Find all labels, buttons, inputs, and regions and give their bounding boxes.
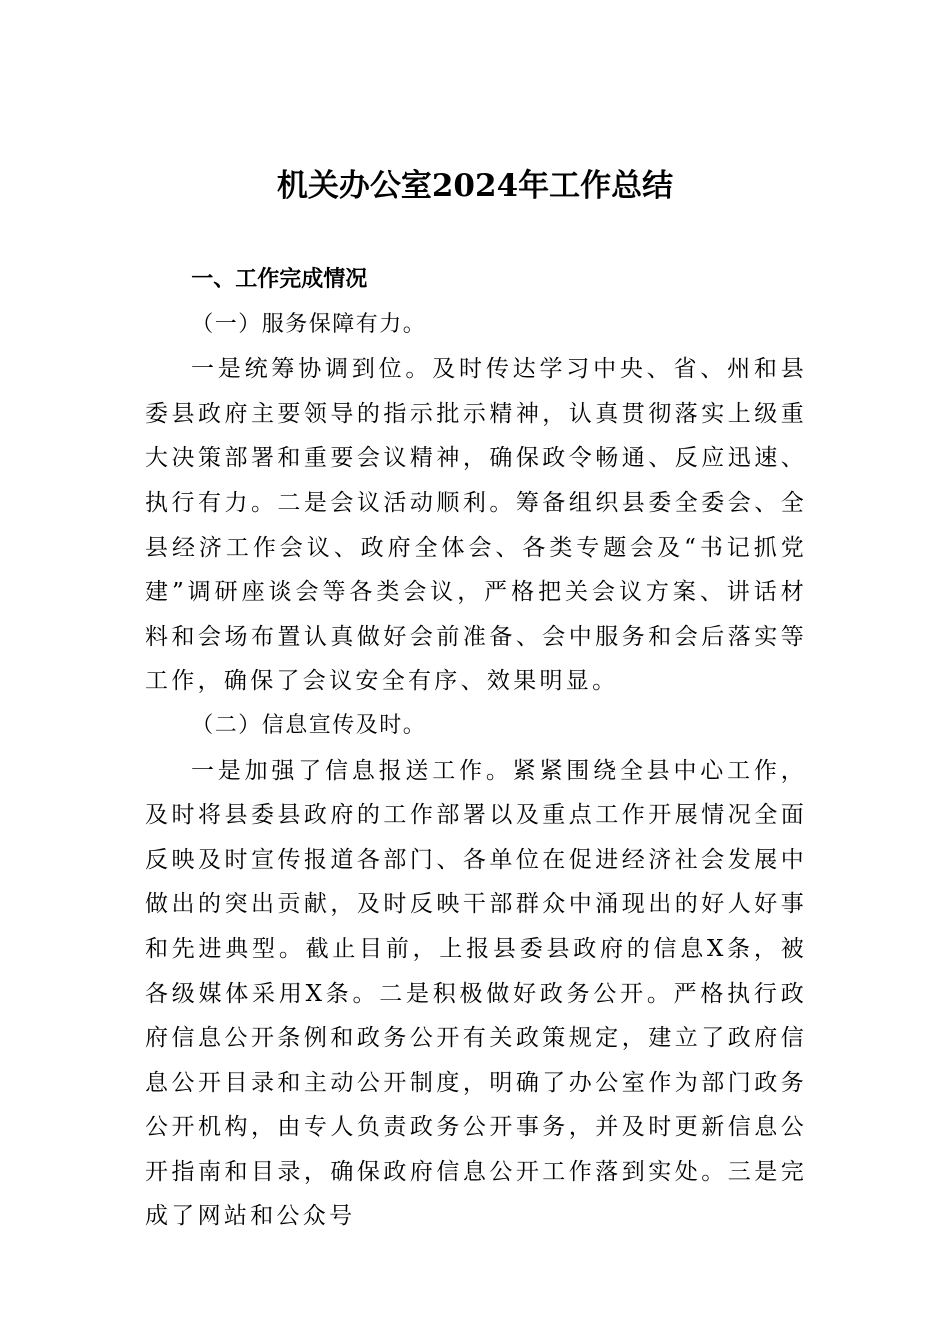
subsection-heading: （二）信息宣传及时。 — [191, 712, 427, 738]
body-paragraph: 一是加强了信息报送工作。紧紧围绕全县中心工作，及时将县委县政府的工作部署以及重点工作开展情况全面反映及时宣传报道各部门、各单位在促进经济社会发展中做出的突出贡献，及时反映干部群众中涌现出的好人好事和先进典型。截止目前，上报县委县政府的信息X条，被各级媒体采用X条。二是积极做好政务公开。严格执行政府信息公开条例和政务公开有关政策规定，建立了政府信息公开目录和主动公开制度，明确了办公室作为部门政务公开机构，由专人负责政务公开事务，并及时更新信息公开指南和目录，确保政府信息公开工作落到实处。三是完成了网站和公众号 — [145, 757, 807, 1230]
subsection-heading: （一）服务保障有力。 — [191, 311, 427, 337]
body-paragraph: 一是统筹协调到位。及时传达学习中央、省、州和县委县政府主要领导的指示批示精神，认真贯彻落实上级重大决策部署和重要会议精神，确保政令畅通、反应迅速、执行有力。二是会议活动顺利。筹备组织县委全委会、全县经济工作会议、政府全体会、各类专题会及“书记抓党建”调研座谈会等各类会议，严格把关会议方案、讲话材料和会场布置认真做好会前准备、会中服务和会后落实等工作，确保了会议安全有序、效果明显。 — [145, 356, 807, 695]
document-title: 机关办公室2024年工作总结 — [276, 168, 674, 204]
document-body — [145, 258, 807, 1239]
section-heading: 一、工作完成情况 — [191, 267, 368, 292]
